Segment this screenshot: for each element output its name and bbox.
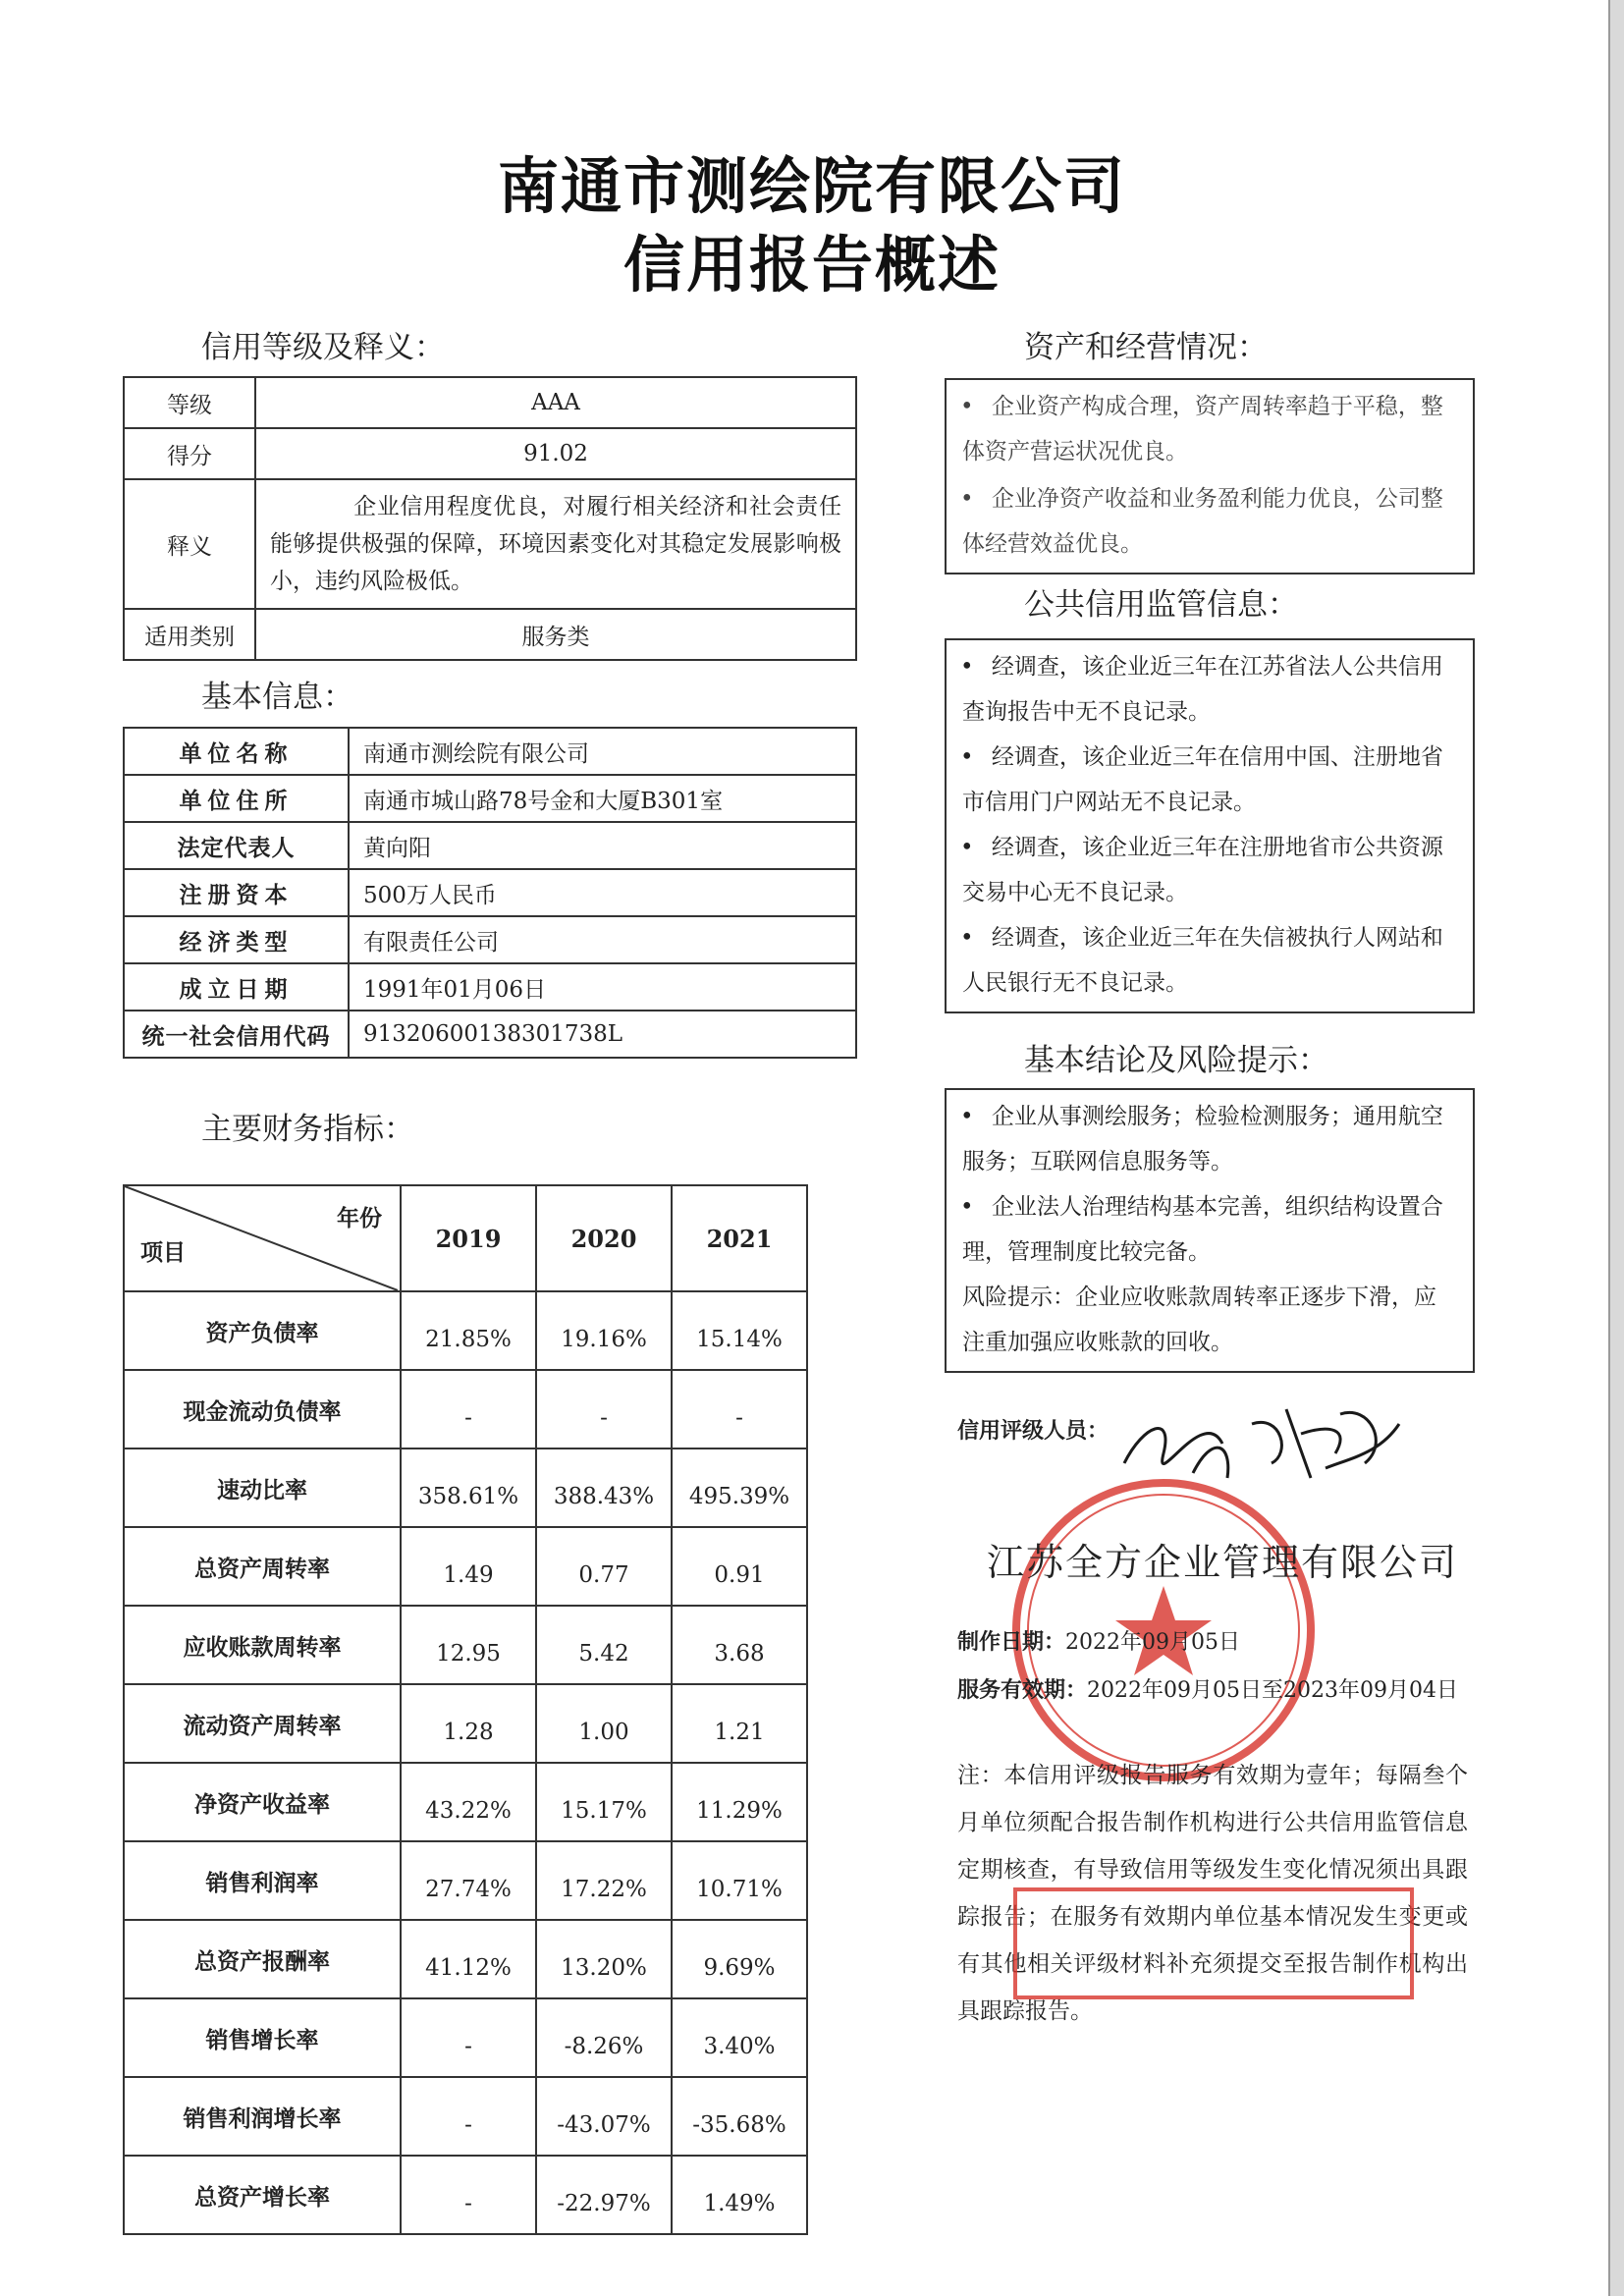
finance-cell-value: 43.22% <box>401 1763 536 1841</box>
info-label: 成立日期 <box>124 963 349 1011</box>
table-row <box>124 1606 807 1684</box>
finance-cell-value: -35.68% <box>672 2077 807 2156</box>
assets-item: • 企业净资产收益和业务盈利能力优良，公司整体经营效益优良。 <box>962 476 1457 567</box>
table-row <box>124 1763 807 1841</box>
finance-cell-value: - <box>401 1998 536 2077</box>
basic-info-heading: 基本信息： <box>201 680 353 715</box>
header-year-label: 年份 <box>337 1205 382 1231</box>
conclusion-heading: 基本结论及风险提示： <box>1024 1043 1328 1078</box>
finance-row-label: 总资产报酬率 <box>124 1920 401 1998</box>
finance-cell-value: 10.71% <box>672 1841 807 1920</box>
finance-cell-value: 0.91 <box>672 1527 807 1606</box>
credit-item: • 经调查，该企业近三年在失信被执行人网站和人民银行无不良记录。 <box>962 915 1457 1006</box>
rating-section-heading: 信用等级及释义： <box>201 330 445 365</box>
page-edge <box>1608 0 1624 2296</box>
table-row <box>124 1841 807 1920</box>
finance-cell-value: 1.21 <box>672 1684 807 1763</box>
finance-cell-value: 1.49 <box>401 1527 536 1606</box>
finance-cell-value: - <box>401 1370 536 1449</box>
table-row <box>124 609 856 660</box>
info-label: 统一社会信用代码 <box>124 1011 349 1058</box>
rating-grade-value: AAA <box>255 377 856 428</box>
finance-cell-value: 5.42 <box>536 1606 672 1684</box>
conclusion-item: • 企业从事测绘服务；检验检测服务；通用航空服务；互联网信息服务等。 <box>962 1094 1457 1184</box>
table-row <box>124 2156 807 2234</box>
finance-row-label: 销售增长率 <box>124 1998 401 2077</box>
rating-category-value: 服务类 <box>255 609 856 660</box>
rating-label-score: 得分 <box>124 428 255 479</box>
finance-table <box>123 1184 808 2235</box>
made-date-label: 制作日期： <box>957 1629 1066 1655</box>
report-dates <box>957 1618 1458 1715</box>
rating-definition-text: 企业信用程度优良，对履行相关经济和社会责任能够提供极强的保障，环境因素变化对其稳定发展影响极小，违约风险极低。 <box>255 479 856 609</box>
table-row <box>124 916 856 963</box>
table-row <box>124 1291 807 1370</box>
finance-cell-value: 495.39% <box>672 1449 807 1527</box>
finance-cell-value: 0.77 <box>536 1527 672 1606</box>
finance-row-label: 速动比率 <box>124 1449 401 1527</box>
info-value-legal-rep: 黄向阳 <box>349 822 856 869</box>
conclusion-box <box>945 1088 1475 1373</box>
table-row <box>124 1920 807 1998</box>
finance-cell-value: 3.68 <box>672 1606 807 1684</box>
table-row <box>124 775 856 822</box>
made-date-line <box>957 1618 1458 1667</box>
report-title-overview: 信用报告概述 <box>623 229 1001 301</box>
rating-score-value: 91.02 <box>255 428 856 479</box>
year-column-header: 2021 <box>672 1185 807 1291</box>
finance-cell-value: - <box>672 1370 807 1449</box>
info-value-address: 南通市城山路78号金和大厦B301室 <box>349 775 856 822</box>
finance-cell-value: 19.16% <box>536 1291 672 1370</box>
finance-cell-value: 358.61% <box>401 1449 536 1527</box>
info-value-credit-code: 91320600138301738L <box>349 1011 856 1058</box>
credit-heading: 公共信用监管信息： <box>1024 587 1298 623</box>
finance-cell-value: 17.22% <box>536 1841 672 1920</box>
valid-period-value: 2022年09月05日至2023年09月04日 <box>1087 1678 1458 1703</box>
finance-cell-value: 15.17% <box>536 1763 672 1841</box>
table-header-row <box>124 1185 807 1291</box>
info-label: 单位名称 <box>124 728 349 775</box>
info-label: 注册资本 <box>124 869 349 916</box>
issuer-company-name: 江苏全方企业管理有限公司 <box>987 1541 1459 1584</box>
made-date-value: 2022年09月05日 <box>1065 1630 1240 1655</box>
rater-label: 信用评级人员： <box>957 1418 1110 1444</box>
info-label: 法定代表人 <box>124 822 349 869</box>
table-row <box>124 1527 807 1606</box>
assets-box <box>945 378 1475 574</box>
finance-cell-value: 11.29% <box>672 1763 807 1841</box>
valid-period-label: 服务有效期： <box>957 1677 1088 1703</box>
finance-cell-value: 388.43% <box>536 1449 672 1527</box>
finance-cell-value: 27.74% <box>401 1841 536 1920</box>
rating-label-category: 适用类别 <box>124 609 255 660</box>
finance-row-label: 现金流动负债率 <box>124 1370 401 1449</box>
info-value-economic-type: 有限责任公司 <box>349 916 856 963</box>
finance-cell-value: 1.49% <box>672 2156 807 2234</box>
table-row <box>124 963 856 1011</box>
info-value-company-name: 南通市测绘院有限公司 <box>349 728 856 775</box>
year-column-header: 2019 <box>401 1185 536 1291</box>
info-label: 单位住所 <box>124 775 349 822</box>
finance-cell-value: 3.40% <box>672 1998 807 2077</box>
finance-cell-value: 1.00 <box>536 1684 672 1763</box>
year-column-header: 2020 <box>536 1185 672 1291</box>
assets-item: • 企业资产构成合理，资产周转率趋于平稳，整体资产营运状况优良。 <box>962 384 1457 474</box>
table-row <box>124 479 856 609</box>
info-value-established: 1991年01月06日 <box>349 963 856 1011</box>
table-row <box>124 1370 807 1449</box>
info-label: 经济类型 <box>124 916 349 963</box>
table-row <box>124 1998 807 2077</box>
finance-row-label: 总资产周转率 <box>124 1527 401 1606</box>
rating-label-definition: 释义 <box>124 479 255 609</box>
table-row <box>124 1011 856 1058</box>
finance-cell-value: - <box>536 1370 672 1449</box>
report-title-company: 南通市测绘院有限公司 <box>497 150 1126 222</box>
risk-warning: 风险提示：企业应收账款周转率正逐步下滑，应注重加强应收账款的回收。 <box>962 1285 1436 1355</box>
table-row <box>124 1684 807 1763</box>
basic-info-table <box>123 727 857 1059</box>
credit-box <box>945 638 1475 1013</box>
finance-cell-value: 12.95 <box>401 1606 536 1684</box>
credit-item: • 经调查，该企业近三年在江苏省法人公共信用查询报告中无不良记录。 <box>962 644 1457 735</box>
finance-row-label: 总资产增长率 <box>124 2156 401 2234</box>
rating-table <box>123 376 857 661</box>
filing-stamp-image <box>1013 1887 1414 1999</box>
assets-heading: 资产和经营情况： <box>1024 330 1268 365</box>
header-item-label: 项目 <box>140 1239 186 1266</box>
finance-heading: 主要财务指标： <box>201 1112 414 1147</box>
table-row <box>124 728 856 775</box>
finance-cell-value: -22.97% <box>536 2156 672 2234</box>
credit-item: • 经调查，该企业近三年在信用中国、注册地省市信用门户网站无不良记录。 <box>962 735 1457 825</box>
finance-cell-value: 9.69% <box>672 1920 807 1998</box>
finance-cell-value: - <box>401 2077 536 2156</box>
finance-row-label: 销售利润增长率 <box>124 2077 401 2156</box>
conclusion-item: • 企业法人治理结构基本完善，组织结构设置合理，管理制度比较完备。 <box>962 1184 1457 1275</box>
rating-label-grade: 等级 <box>124 377 255 428</box>
table-row <box>124 822 856 869</box>
finance-row-label: 流动资产周转率 <box>124 1684 401 1763</box>
credit-item: • 经调查，该企业近三年在注册地省市公共资源交易中心无不良记录。 <box>962 825 1457 915</box>
finance-cell-value: 13.20% <box>536 1920 672 1998</box>
table-row <box>124 377 856 428</box>
table-row <box>124 428 856 479</box>
table-row <box>124 1449 807 1527</box>
finance-row-label: 应收账款周转率 <box>124 1606 401 1684</box>
finance-cell-value: 21.85% <box>401 1291 536 1370</box>
finance-header-diagonal-cell <box>124 1185 401 1291</box>
finance-row-label: 净资产收益率 <box>124 1763 401 1841</box>
info-value-capital: 500万人民币 <box>349 869 856 916</box>
finance-row-label: 资产负债率 <box>124 1291 401 1370</box>
valid-period-line <box>957 1667 1458 1715</box>
finance-row-label: 销售利润率 <box>124 1841 401 1920</box>
finance-cell-value: 41.12% <box>401 1920 536 1998</box>
finance-cell-value: 1.28 <box>401 1684 536 1763</box>
footnote: 注：本信用评级报告服务有效期为壹年；每隔叁个月单位须配合报告制作机构进行公共信用监管信息定期核查，有导致信用等级发生变化情况须出具跟踪报告；在服务有效期内单位基本情况发生变更或有其他相关评级材料补充须提交至报告制作机构出具跟踪报告。 <box>957 1763 1468 2024</box>
finance-cell-value: -43.07% <box>536 2077 672 2156</box>
finance-cell-value: -8.26% <box>536 1998 672 2077</box>
table-row <box>124 2077 807 2156</box>
table-row <box>124 869 856 916</box>
finance-cell-value: - <box>401 2156 536 2234</box>
finance-cell-value: 15.14% <box>672 1291 807 1370</box>
